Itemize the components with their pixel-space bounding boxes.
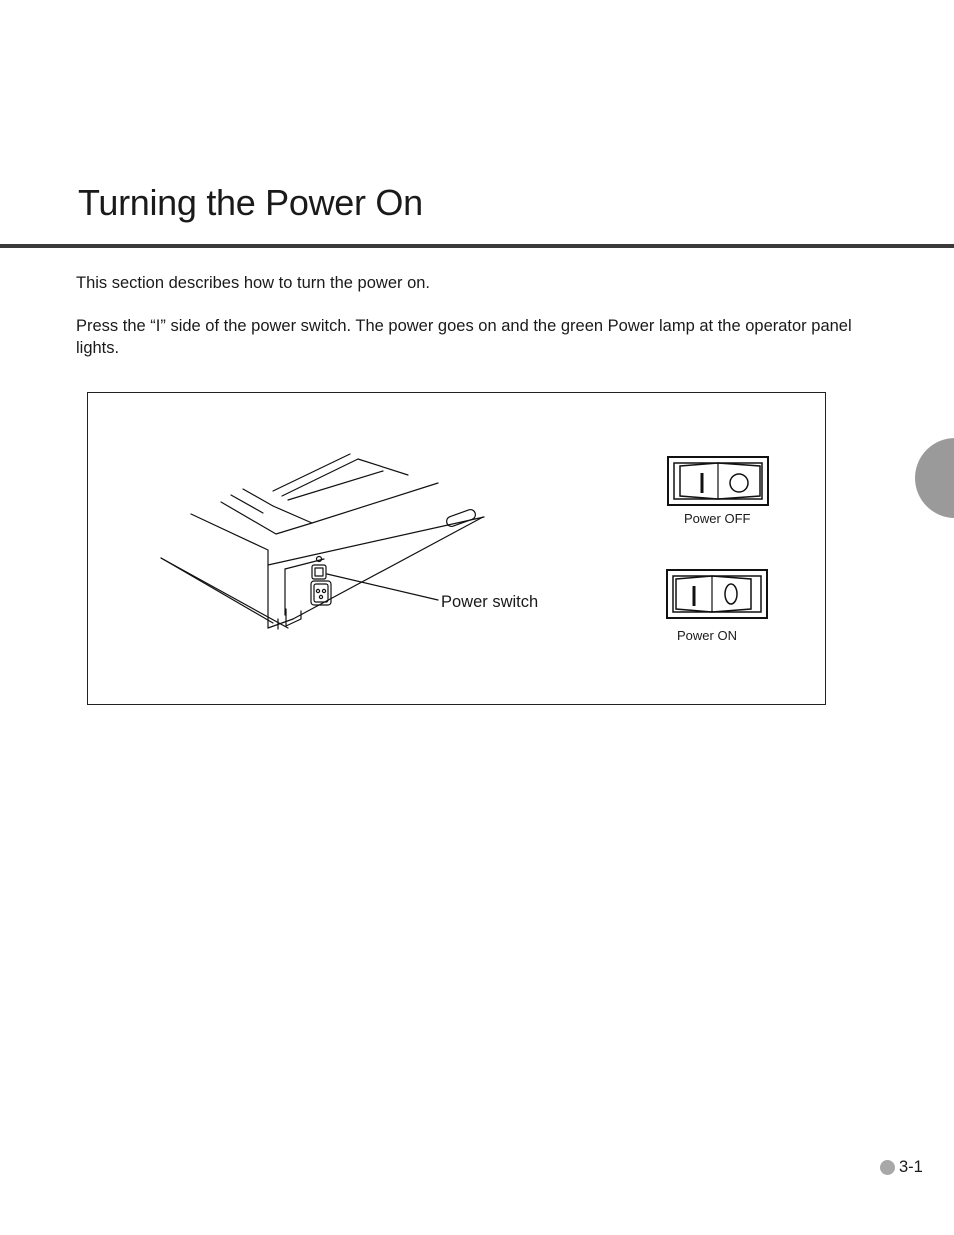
intro-paragraph: This section describes how to turn the power on. [76,274,431,292]
instruction-paragraph: Press the “I” side of the power switch. The power goes on and the green Power lamp at the operator panel lights. [76,317,852,357]
power-switch-figure [87,392,826,705]
title-rule [0,244,954,248]
power-switch-callout: Power switch [441,593,539,611]
page-title: Turning the Power On [78,182,423,223]
power-off-caption: Power OFF [684,511,751,526]
page-number-dot-icon [880,1160,895,1175]
chapter-tab [915,438,954,518]
page-number: 3-1 [899,1158,923,1176]
power-off-switch-diagram [668,457,768,505]
power-on-caption: Power ON [677,628,737,643]
power-on-switch-diagram [667,570,767,618]
scanner-illustration [88,393,825,704]
page-footer [880,1158,923,1177]
